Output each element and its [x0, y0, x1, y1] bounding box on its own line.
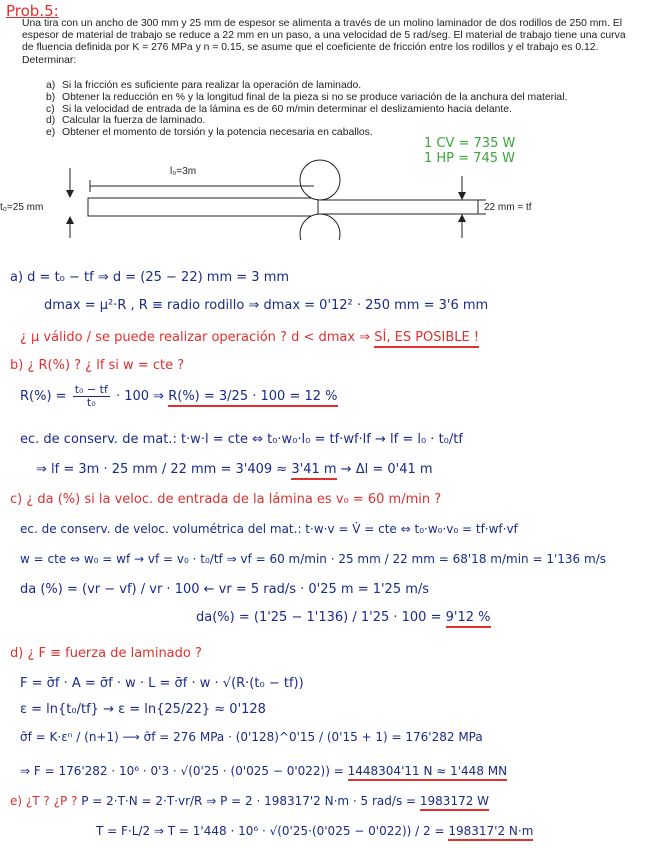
solution-d-line-4: ⇒ F = 176'282 · 10⁶ · 0'3 · √(0'25 · (0'025 − 0'022)) = 1448304'11 N ≈ 1'448 MN	[20, 764, 507, 778]
solution-a-line-3	[20, 330, 479, 345]
strip-exit	[318, 200, 478, 214]
lower-roll	[300, 214, 340, 240]
note-cv: 1 CV = 735 W	[424, 136, 516, 151]
c4-result: 9'12 %	[446, 610, 491, 628]
t0-label: t₀=25 mm	[0, 202, 44, 213]
solution-d-heading: d) ¿ F ≡ fuerza de laminado ?	[10, 646, 202, 661]
solution-e-heading: e) ¿T ? ¿P ?	[10, 794, 78, 808]
b3-result: 3'41 m	[291, 462, 336, 480]
question-letter: d)	[46, 115, 56, 127]
question-item-d	[46, 115, 586, 127]
d4-result: 1448304'11 N ≈ 1'448 MN	[348, 764, 507, 781]
solution-c-line-2: w = cte ⇔ w₀ = wf → vf = v₀ · t₀/tf ⇒ vf = 60 m/min · 25 mm / 22 mm = 68'18 m/min = 1'136 m/s	[20, 552, 606, 566]
note-hp: 1 HP = 745 W	[424, 151, 515, 166]
b1-result: R(%) = 3/25 · 100 = 12 %	[168, 389, 337, 407]
solution-c-heading: c) ¿ da (%) si la veloc. de entrada de la lámina es v₀ = 60 m/min ?	[10, 492, 442, 507]
solution-e-line-1: e) ¿T ? ¿P ? P = 2·T·N = 2·T·vr/R ⇒ P = 2 · 198317'2 N·m · 5 rad/s = 1983172 W	[10, 794, 489, 808]
question-text: Obtener la reducción en % y la longitud final de la pieza si no se produce variación de la anchura del material.	[62, 91, 568, 103]
rolling-diagram-svg	[0, 158, 646, 240]
tf-label: 22 mm = tf	[484, 202, 532, 213]
question-item-a	[46, 80, 586, 92]
e1-result: 1983172 W	[420, 794, 489, 811]
question-text: Si la fricción es suficiente para realizar la operación de laminado.	[62, 80, 362, 91]
b1-fraction	[73, 384, 110, 409]
problem-statement: Una tira con un ancho de 300 mm y 25 mm de espesor se alimenta a través de un molino laminador de dos rodillos de 250 mm. El espesor de material de trabajo se reduce a 22 mm en un paso, a una velocidad de 5 rad/seg. El material de trabajo tiene una curva de fluencia definida por K = 276 MPa y n = 0.15, se asume que el coeficiente de fricción entre los rodillos y el trabajo es 0.12. Determinar:	[22, 18, 626, 66]
solution-d-line-2: ε = ln{t₀/tf} → ε = ln{25/22} ≈ 0'128	[20, 702, 266, 717]
b1-left: R(%) =	[20, 389, 67, 404]
question-letter: b)	[46, 91, 56, 103]
question-letter: e)	[46, 127, 56, 139]
b1-mid: · 100 ⇒	[115, 389, 165, 404]
b1-den: t₀	[86, 396, 96, 409]
solution-a-line-2: dmax = μ²·R , R ≡ radio rodillo ⇒ dmax = 0'12² · 250 mm = 3'6 mm	[44, 298, 489, 313]
solution-c-line-3: da (%) = (vr − vf) / vr · 100 ← vr = 5 rad/s · 0'25 m = 1'25 m/s	[20, 582, 430, 597]
upper-roll	[300, 160, 340, 200]
question-text: Calcular la fuerza de laminado.	[62, 115, 206, 127]
question-list	[46, 80, 586, 139]
rolling-diagram	[0, 158, 646, 240]
solution-c-line-4: da(%) = (1'25 − 1'136) / 1'25 · 100 = 9'12 %	[196, 610, 491, 625]
question-text: Obtener el momento de torsión y la potencia necesaria en caballos.	[62, 127, 373, 139]
solution-b-line-2: ec. de conserv. de mat.: t·w·l = cte ⇔ t₀·w₀·l₀ = tf·wf·lf → lf = l₀ · t₀/tf	[20, 432, 463, 447]
solution-d-line-1: F = σ̄f · A = σ̄f · w · L = σ̄f · w · √(R·(t₀ − tf))	[20, 676, 304, 691]
question-letter: a)	[46, 80, 56, 91]
solution-c-line-1: ec. de conserv. de veloc. volumétrica del mat.: t·w·v = V̇ = cte ⇔ t₀·w₀·v₀ = tf·wf·vf	[20, 522, 518, 536]
question-text: Si la velocidad de entrada de la lámina es de 60 m/min determinar el deslizamiento hacia delante.	[62, 103, 512, 115]
solution-b-line-1	[20, 384, 338, 409]
length-label: l₀=3m	[170, 166, 197, 177]
solution-a-question: ¿ μ válido / se puede realizar operación ? d < dmax ⇒	[20, 330, 371, 345]
e2-result: 198317'2 N·m	[448, 824, 533, 841]
strip-entry	[88, 198, 318, 216]
question-letter: c)	[46, 103, 55, 115]
solution-d-line-3: σ̄f = K·εⁿ / (n+1) ⟶ σ̄f = 276 MPa · (0'128)^0'15 / (0'15 + 1) = 176'282 MPa	[20, 730, 483, 744]
solution-a-answer: SÍ, ES POSIBLE !	[374, 330, 479, 348]
question-item-c	[46, 104, 586, 116]
solution-e-line-2: T = F·L/2 ⇒ T = 1'448 · 10⁶ · √(0'25·(0'025 − 0'022)) / 2 = 198317'2 N·m	[96, 824, 533, 838]
question-item-b	[46, 92, 586, 104]
problem-title: Prob.5:	[6, 2, 59, 20]
solution-b-line-3: ⇒ lf = 3m · 25 mm / 22 mm = 3'409 ≈ 3'41 m → Δl = 0'41 m	[36, 462, 433, 477]
solution-b-heading: b) ¿ R(%) ? ¿ lf si w = cte ?	[10, 358, 185, 373]
b1-num: t₀ − tf	[74, 383, 108, 396]
solution-a-line-1: a) d = t₀ − tf ⇒ d = (25 − 22) mm = 3 mm	[10, 270, 290, 285]
